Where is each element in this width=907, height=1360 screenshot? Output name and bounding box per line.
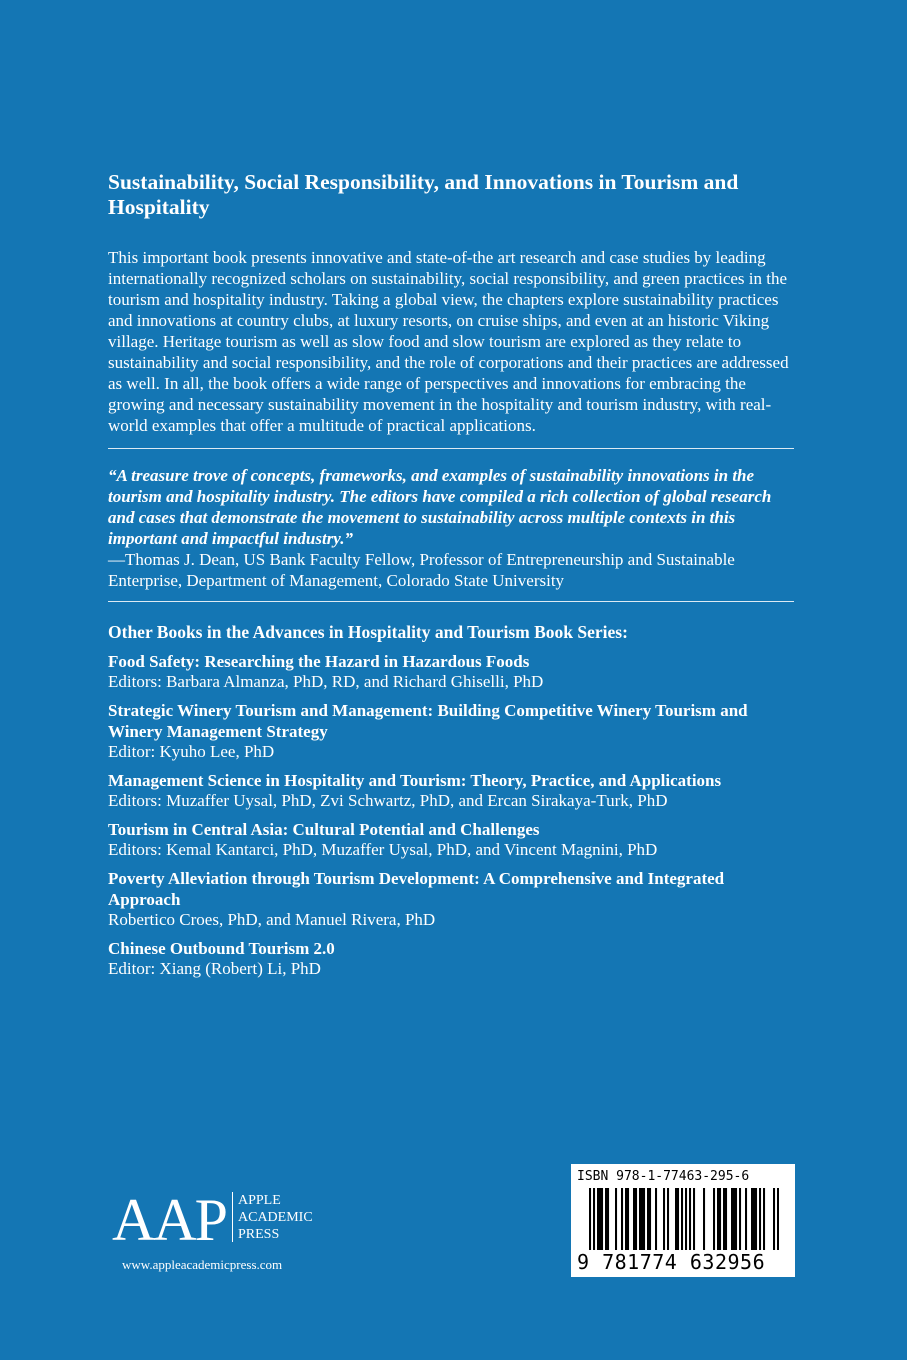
book-list-title: Management Science in Hospitality and Tourism: Theory, Practice, and Applications [108, 771, 722, 790]
barcode-bar [773, 1188, 775, 1250]
barcode-bar [635, 1188, 637, 1250]
barcode-bar [725, 1188, 727, 1250]
barcode-bar [739, 1188, 741, 1250]
back-cover-content [108, 170, 794, 987]
other-books-list [108, 651, 794, 979]
ean-digits: 9 781774 632956 [577, 1250, 766, 1274]
barcode-bar [751, 1188, 753, 1250]
barcode-bar [681, 1188, 683, 1250]
barcode-bar [599, 1188, 601, 1250]
book-list-item [108, 819, 794, 860]
other-books-heading: Other Books in the Advances in Hospitality and Tourism Book Series: [108, 622, 628, 642]
barcode-bar [615, 1188, 617, 1250]
publisher-name-line: ACADEMIC [238, 1210, 313, 1225]
barcode-bar [675, 1188, 677, 1250]
barcode-bar [685, 1188, 687, 1250]
book-list-item [108, 770, 794, 811]
barcode-bar [703, 1188, 705, 1250]
book-list-editors: Editors: Kemal Kantarci, PhD, Muzaffer Uysal, PhD, and Vincent Magnini, PhD [108, 840, 658, 859]
book-list-item [108, 700, 794, 762]
book-title: Sustainability, Social Responsibility, and Innovations in Tourism and Hospitality [108, 170, 739, 219]
publisher-name-line: PRESS [238, 1227, 280, 1242]
barcode-bar [633, 1188, 635, 1250]
barcode-bar [589, 1188, 591, 1250]
publisher-logo-mark: AAP [112, 1187, 227, 1253]
book-list-title: Chinese Outbound Tourism 2.0 [108, 939, 335, 958]
barcode-bar [719, 1188, 721, 1250]
barcode-bar [639, 1188, 641, 1250]
barcode-bar [777, 1188, 779, 1250]
barcode-bar [717, 1188, 719, 1250]
barcode-bars [589, 1188, 779, 1250]
barcode-bar [745, 1188, 747, 1250]
barcode-bar [621, 1188, 623, 1250]
barcode-bar [643, 1188, 645, 1250]
publisher-url: www.appleacademicpress.com [122, 1257, 283, 1272]
barcode-bar [663, 1188, 665, 1250]
book-list-editors: Robertico Croes, PhD, and Manuel Rivera, PhD [108, 910, 436, 929]
book-list-editors: Editors: Barbara Almanza, PhD, RD, and Richard Ghiselli, PhD [108, 672, 544, 691]
barcode-bar [735, 1188, 737, 1250]
publisher-name [238, 1192, 313, 1243]
divider [108, 601, 794, 602]
book-list-item [108, 651, 794, 692]
book-list-title: Tourism in Central Asia: Cultural Potential and Challenges [108, 820, 540, 839]
book-list-editors: Editor: Kyuho Lee, PhD [108, 742, 275, 761]
barcode-bar [607, 1188, 609, 1250]
book-list-title: Poverty Alleviation through Tourism Development: A Comprehensive and Integrated Approach [108, 869, 725, 909]
book-list-item [108, 868, 794, 930]
barcode-bar [733, 1188, 735, 1250]
barcode-bar [605, 1188, 607, 1250]
barcode-bar [759, 1188, 761, 1250]
barcode-bar [667, 1188, 669, 1250]
isbn-barcode [571, 1164, 795, 1277]
barcode-bar [641, 1188, 643, 1250]
logo-divider [232, 1192, 233, 1242]
endorsement-attribution: —Thomas J. Dean, US Bank Faculty Fellow, Professor of Entrepreneurship and Sustainable Enterprise, Department of Management, Colorado State University [108, 550, 735, 590]
endorsement-quote: “A treasure trove of concepts, frameworks, and examples of sustainability innovations in the tourism and hospitality industry. The editors have compiled a rich collection of global research and cases that demonstrate the movement to sustainability across multiple contexts in this important and impactful industry.” [108, 466, 772, 548]
barcode-bar [763, 1188, 765, 1250]
barcode-bar [677, 1188, 679, 1250]
barcode-bar [601, 1188, 603, 1250]
barcode-bar [655, 1188, 657, 1250]
barcode-bar [647, 1188, 649, 1250]
book-list-title: Strategic Winery Tourism and Management: Building Competitive Winery Tourism and Winery Management Strategy [108, 701, 748, 741]
book-description: This important book presents innovative and state-of-the art research and case studies by leading internationally recognized scholars on sustainability, social responsibility, and green practices in the tourism and hospitality industry. Taking a global view, the chapters explore sustainability practices and innovations at country clubs, at luxury resorts, on cruise ships, and even at an historic Viking village. Heritage tourism as well as slow food and slow tourism are explored as they relate to sustainability and social responsibility, and the role of corporations and their practices are addressed as well. In all, the book offers a wide range of perspectives and innovations for embracing the growing and necessary sustainability movement in the hospitality and tourism industry, with real-world examples that offer a multitude of practical applications. [108, 248, 789, 435]
barcode-bar [593, 1188, 595, 1250]
barcode-bar [625, 1188, 627, 1250]
book-list-editors: Editor: Xiang (Robert) Li, PhD [108, 959, 321, 978]
barcode-bar [713, 1188, 715, 1250]
barcode-bar [627, 1188, 629, 1250]
book-list-editors: Editors: Muzaffer Uysal, PhD, Zvi Schwartz, PhD, and Ercan Sirakaya-Turk, PhD [108, 791, 668, 810]
barcode-bar [755, 1188, 757, 1250]
barcode-bar [693, 1188, 695, 1250]
book-list-title: Food Safety: Researching the Hazard in Hazardous Foods [108, 652, 530, 671]
barcode-bar [689, 1188, 691, 1250]
book-list-item [108, 938, 794, 979]
barcode-bar [723, 1188, 725, 1250]
barcode-bar [753, 1188, 755, 1250]
publisher-name-line: APPLE [238, 1193, 281, 1208]
barcode-bar [597, 1188, 599, 1250]
endorsement [108, 449, 794, 601]
barcode-bar [731, 1188, 733, 1250]
isbn-label: ISBN 978-1-77463-295-6 [577, 1169, 750, 1184]
barcode-bar [649, 1188, 651, 1250]
